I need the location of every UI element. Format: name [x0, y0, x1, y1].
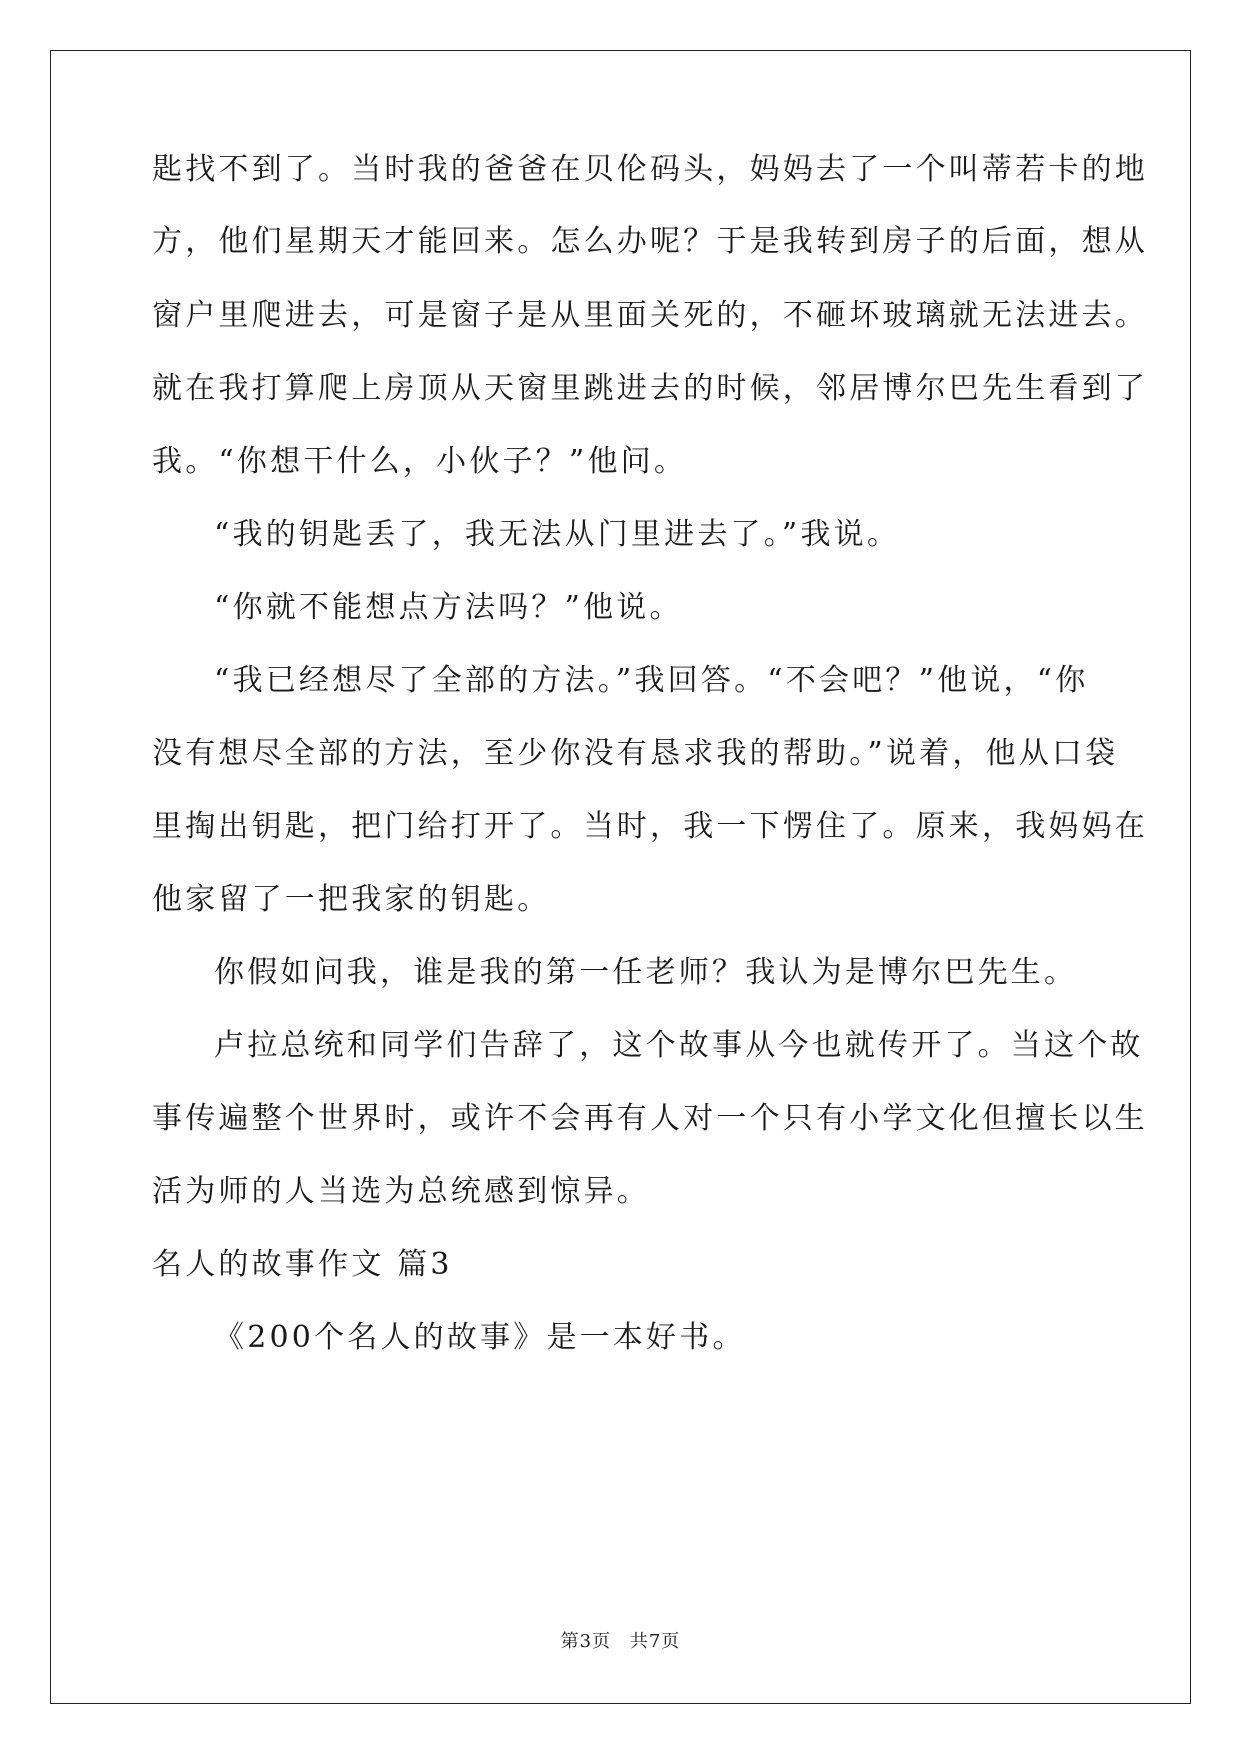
text-line: 卢拉总统和同学们告辞了，这个故事从今也就传开了。当这个故: [214, 1028, 1144, 1063]
text-line: “你就不能想点方法吗？”他说。: [214, 590, 683, 625]
page-number: 第3页: [560, 1631, 612, 1652]
text-line: “我已经想尽了全部的方法。”我回答。“不会吧？”他说，“你: [214, 663, 1089, 698]
text-line: 里掏出钥匙，把门给打开了。当时，我一下愣住了。原来，我妈妈在: [152, 809, 1148, 844]
text-line: 《200个名人的故事》是一本好书。: [214, 1320, 746, 1355]
section-heading: 名人的故事作文 篇3: [152, 1247, 453, 1282]
text-line: 方，他们星期天才能回来。怎么办呢？于是我转到房子的后面，想从: [152, 224, 1148, 259]
text-line: “我的钥匙丢了，我无法从门里进去了。”我说。: [214, 517, 901, 552]
page-total: 共7页: [629, 1631, 681, 1652]
text-line: 他家留了一把我家的钥匙。: [152, 882, 551, 917]
text-line: 你假如问我，谁是我的第一任老师？我认为是博尔巴先生。: [214, 955, 1078, 990]
text-line: 我。“你想干什么，小伙子？”他问。: [152, 444, 688, 479]
text-line: 没有想尽全部的方法，至少你没有恳求我的帮助。”说着，他从口袋: [152, 736, 1119, 771]
text-line: 窗户里爬进去，可是窗子是从里面关死的，不砸坏玻璃就无法进去。: [152, 298, 1148, 333]
text-line: 活为师的人当选为总统感到惊异。: [152, 1174, 650, 1209]
text-line: 就在我打算爬上房顶从天窗里跳进去的时候，邻居博尔巴先生看到了: [152, 371, 1148, 406]
page-footer: [0, 1630, 1241, 1654]
text-line: 事传遍整个世界时，或许不会再有人对一个只有小学文化但擅长以生: [152, 1101, 1148, 1136]
text-line: 匙找不到了。当时我的爸爸在贝伦码头，妈妈去了一个叫蒂若卡的地: [152, 152, 1148, 187]
